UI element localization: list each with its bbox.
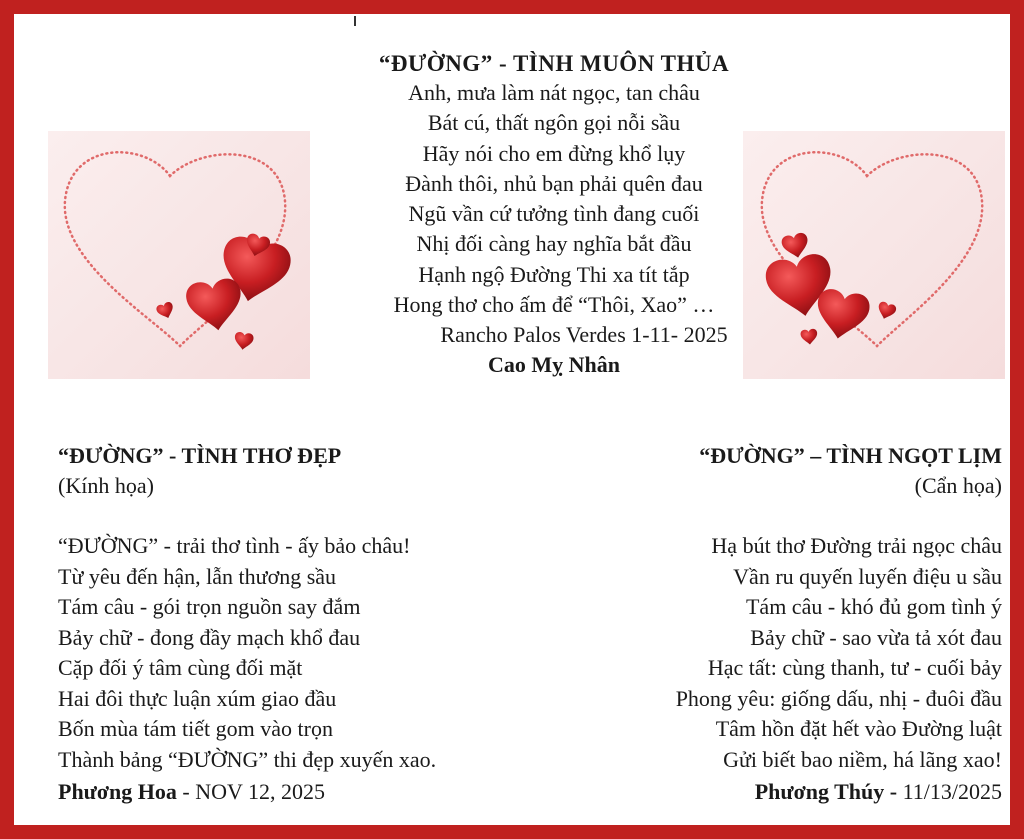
left-poem-signature [58,777,528,807]
top-poem-line: Nhị đối càng hay nghĩa bắt đầu [416,231,692,257]
top-poem-author: Cao Mỵ Nhân [487,352,620,378]
left-poem-line: “ĐƯỜNG” - trải thơ tình - ấy bảo châu! [58,533,411,558]
right-poem-line: Phong yêu: giống dấu, nhị - đuôi đầu [675,685,1002,711]
top-poem-line: Anh, mưa làm nát ngọc, tan châu [408,80,700,105]
top-poem-line: Hong thơ cho ấm để “Thôi, Xao” … [393,292,715,318]
top-poem-line: Bát cú, thất ngôn gọi nỗi sầu [427,110,681,136]
right-poem-author: Phương Thúy - [754,779,898,804]
left-poem-author: Phương Hoa [58,779,177,804]
right-poem-line: Bảy chữ - sao vừa tả xót đau [750,624,1002,650]
right-poem-subtitle: (Cẩn họa) [914,473,1002,498]
left-poem-line: Cặp đối ý tâm cùng đối mặt [58,655,303,680]
right-poem-title: “ĐƯỜNG” – TÌNH NGỌT LỊM [699,443,1002,468]
right-poem-date: 11/13/2025 [897,779,1002,804]
left-poem-line: Tám câu - gói trọn nguồn say đắm [58,594,361,619]
right-poem-line: Hạc tất: cùng thanh, tư - cuối bảy [707,655,1002,680]
top-poem-line: Hãy nói cho em đừng khổ lụy [422,140,686,166]
right-poem [554,441,1002,807]
left-poem-line: Hai đôi thực luận xúm giao đầu [58,685,337,711]
right-poem-signature [554,777,1002,807]
right-poem-line: Hạ bút thơ Đường trải ngọc châu [711,533,1002,558]
left-poem-line: Bốn mùa tám tiết gom vào trọn [58,716,333,741]
top-poem-line: Đành thôi, nhủ bạn phải quên đau [405,170,703,196]
right-poem-line: Tám câu - khó đủ gom tình ý [745,594,1002,619]
left-poem-date: - NOV 12, 2025 [176,779,325,804]
left-poem [58,441,528,807]
top-poem-title: “ĐƯỜNG” - TÌNH MUÔN THỦA [378,51,730,76]
left-poem-title: “ĐƯỜNG” - TÌNH THƠ ĐẸP [58,443,342,468]
top-poem-place-date: Rancho Palos Verdes 1-11- 2025 [440,322,728,348]
left-poem-line: Thành bảng “ĐƯỜNG” thi đẹp xuyến xao. [58,746,437,772]
top-poem-line: Hạnh ngộ Đường Thi xa tít tắp [418,261,690,287]
left-poem-line: Bảy chữ - đong đầy mạch khổ đau [58,624,361,650]
left-poem-line: Từ yêu đến hận, lẫn thương sầu [58,563,337,589]
hearts-frame-icon [48,131,310,379]
left-poem-subtitle: (Kính họa) [58,473,154,498]
top-poem-line: Ngũ vần cứ tưởng tình đang cuối [408,201,700,227]
mark-tick [354,16,356,26]
right-poem-line: Vần ru quyến luyến điệu u sầu [733,563,1002,589]
top-poem [274,50,834,380]
right-poem-line: Gửi biết bao niềm, há lãng xao! [723,746,1002,772]
right-poem-line: Tâm hồn đặt hết vào Đường luật [715,716,1002,741]
